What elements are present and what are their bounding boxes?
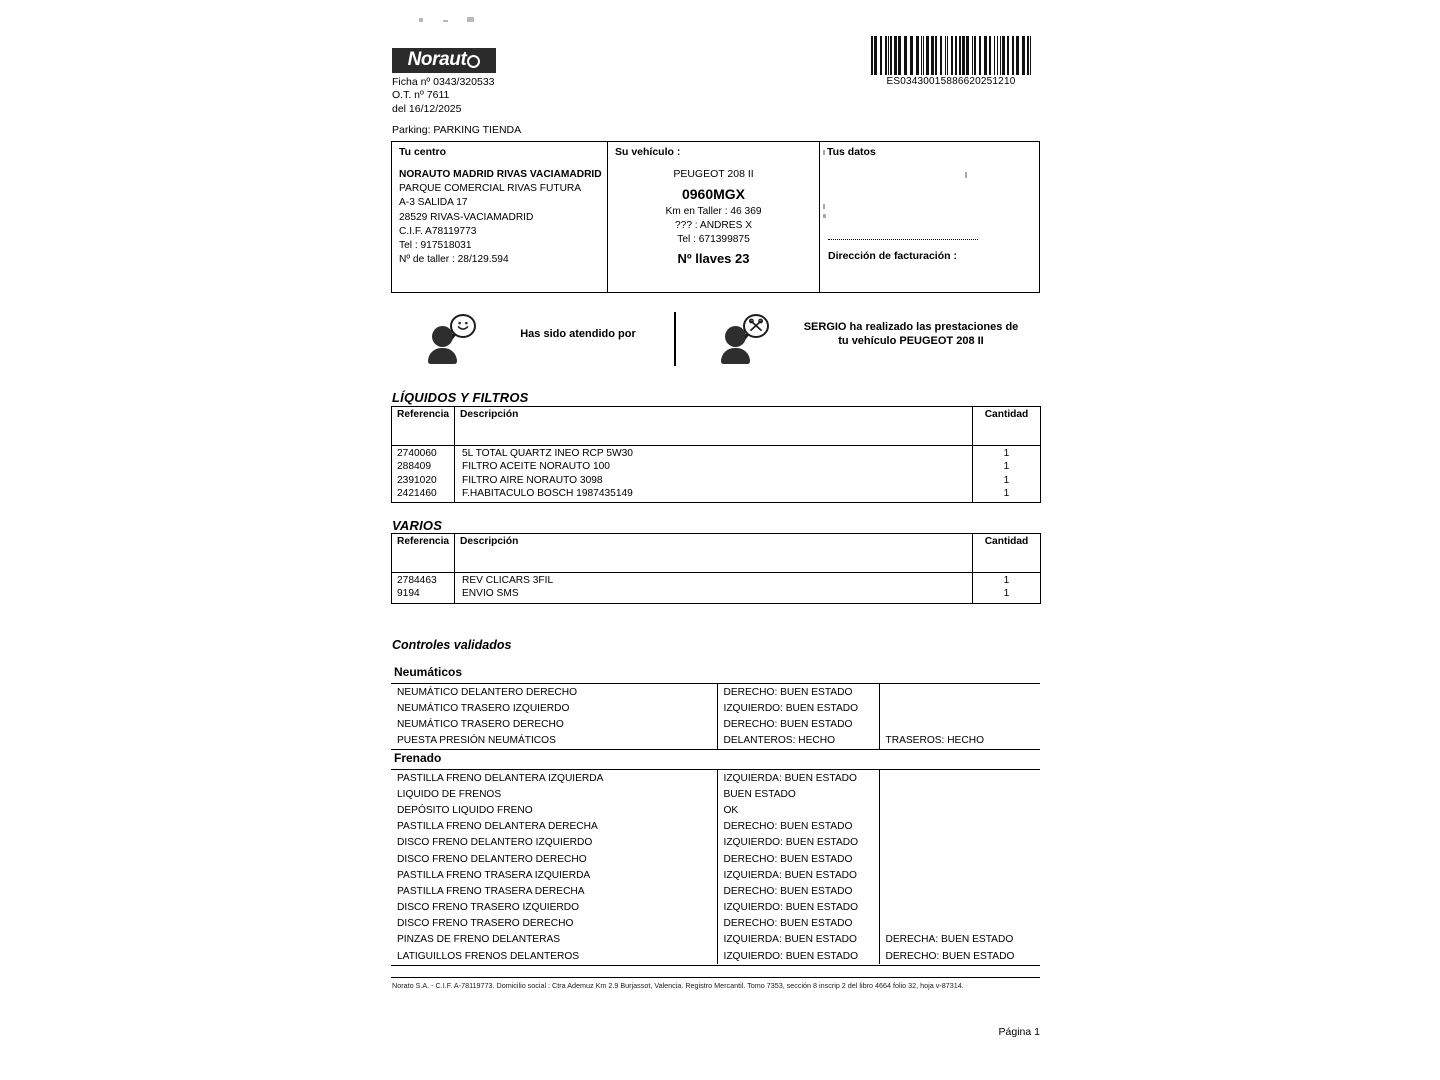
part-quantity: 1 <box>1003 575 1010 586</box>
vehicle-model: PEUGEOT 208 II <box>673 168 754 180</box>
part-quantity: 1 <box>1003 588 1010 600</box>
group-header-frenado: Frenado <box>394 751 442 765</box>
control-result-secondary <box>879 916 1040 932</box>
vehicle-owner: ??? : ANDRES X <box>674 220 752 231</box>
control-result-secondary: DERECHA: BUEN ESTADO <box>879 932 1040 948</box>
centro-tel: Tel : 917518031 <box>399 240 472 252</box>
part-description: F.HABITACULO BOSCH 1987435149 <box>462 487 633 499</box>
billing-address-label: Dirección de facturación : <box>828 250 957 262</box>
control-result-secondary: DERECHO: BUEN ESTADO <box>879 948 1040 964</box>
control-item-name: DISCO FRENO DELANTERO DERECHO <box>397 853 587 865</box>
footer-divider <box>391 977 1040 978</box>
control-row <box>391 835 1040 851</box>
control-result-secondary <box>879 716 1040 732</box>
service-band <box>391 308 1040 370</box>
centro-title: Tu centro <box>399 146 447 158</box>
norauto-logo <box>392 48 496 73</box>
control-row <box>391 948 1040 964</box>
control-result-secondary <box>879 802 1040 818</box>
control-result-primary: IZQUIERDO: BUEN ESTADO <box>717 948 879 964</box>
part-description: ENVIO SMS <box>462 588 519 600</box>
col-header-cantidad: Cantidad <box>973 534 1041 573</box>
footer-legal-text: Norato S.A. - C.I.F. A-78119773. Domicilio social : Ctra Ademuz Km 2.9 Burjassot, Valencia. Registro Mercantil. Tomo 7353, sección 8 inscrip 2 del libro 4664 folio 32, hoja v-87314. <box>392 981 964 990</box>
person-tools-icon <box>719 314 775 364</box>
info-column-centro <box>392 142 608 292</box>
control-result-primary: IZQUIERDA: BUEN ESTADO <box>717 867 879 883</box>
control-result-secondary <box>879 900 1040 916</box>
control-item-name: PUESTA PRESIÓN NEUMÁTICOS <box>397 735 556 747</box>
control-result-primary: DERECHO: BUEN ESTADO <box>717 883 879 899</box>
ficha-number: Ficha nº 0343/320533 <box>392 76 495 88</box>
centro-cif: C.I.F. A78119773 <box>399 225 477 237</box>
table-header-row <box>392 407 1041 446</box>
attended-by-text: Has sido atendido por <box>520 328 636 340</box>
control-item-name: DEPÓSITO LIQUIDO FRENO <box>397 804 533 816</box>
control-row <box>391 786 1040 802</box>
control-result-primary: DERECHO: BUEN ESTADO <box>717 716 879 732</box>
control-result-secondary <box>879 867 1040 883</box>
band-divider <box>674 312 676 366</box>
liquidos-section-title: LÍQUIDOS Y FILTROS <box>392 390 529 405</box>
rule-frenado-end <box>391 965 1040 966</box>
control-item-name: PASTILLA FRENO DELANTERA IZQUIERDA <box>397 772 604 784</box>
part-reference: 288409 <box>397 461 431 473</box>
vehicle-plate: 0960MGX <box>681 186 746 202</box>
part-quantity: 1 <box>1003 487 1010 499</box>
page-number: Página 1 <box>998 1026 1040 1038</box>
col-header-referencia: Referencia <box>392 534 455 573</box>
control-result-secondary: TRASEROS: HECHO <box>879 733 1040 749</box>
barcode-number: ES03430015886620251210 <box>886 76 1016 87</box>
control-result-primary: BUEN ESTADO <box>717 786 879 802</box>
control-row <box>391 819 1040 835</box>
centro-address-1: PARQUE COMERCIAL RIVAS FUTURA <box>399 183 582 195</box>
performed-text-line-1: SERGIO ha realizado las prestaciones de <box>803 321 1019 333</box>
col-header-cantidad: Cantidad <box>973 407 1041 446</box>
control-row <box>391 883 1040 899</box>
tus-datos-title: Tus datos <box>827 146 876 158</box>
part-quantity: 1 <box>1003 461 1010 473</box>
info-column-vehiculo <box>608 142 820 292</box>
control-item-name: DISCO FRENO DELANTERO IZQUIERDO <box>397 837 593 849</box>
col-header-descripcion: Descripción <box>455 534 973 573</box>
controles-section-title: Controles validados <box>392 638 512 652</box>
centro-name: NORAUTO MADRID RIVAS VACIAMADRID <box>399 169 602 180</box>
control-row <box>391 851 1040 867</box>
control-result-primary: DERECHO: BUEN ESTADO <box>717 916 879 932</box>
control-row <box>391 802 1040 818</box>
control-result-secondary <box>879 786 1040 802</box>
control-item-name: NEUMÁTICO TRASERO DERECHO <box>397 718 564 730</box>
controles-table-frenado <box>391 770 1040 964</box>
logo-o-mark <box>467 55 480 68</box>
control-result-primary: IZQUIERDO: BUEN ESTADO <box>717 835 879 851</box>
control-result-primary: DERECHO: BUEN ESTADO <box>717 851 879 867</box>
control-result-primary: DERECHO: BUEN ESTADO <box>717 819 879 835</box>
part-reference: 9194 <box>397 588 420 600</box>
table-body <box>392 573 1041 604</box>
control-item-name: PASTILLA FRENO TRASERA DERECHA <box>397 885 585 897</box>
control-result-primary: DERECHO: BUEN ESTADO <box>717 684 879 700</box>
parking-label: Parking: PARKING TIENDA <box>392 124 522 136</box>
control-row <box>391 932 1040 948</box>
control-item-name: PASTILLA FRENO DELANTERA DERECHA <box>397 821 598 833</box>
control-row <box>391 770 1040 786</box>
control-row <box>391 716 1040 732</box>
control-result-secondary <box>879 684 1040 700</box>
vehicle-keys-count: Nº llaves 23 <box>677 251 750 266</box>
control-row <box>391 867 1040 883</box>
control-result-primary: IZQUIERDO: BUEN ESTADO <box>717 900 879 916</box>
control-item-name: LATIGUILLOS FRENOS DELANTEROS <box>397 950 580 962</box>
col-header-referencia: Referencia <box>392 407 455 446</box>
control-row <box>391 700 1040 716</box>
control-item-name: LIQUIDO DE FRENOS <box>397 788 502 800</box>
control-result-secondary <box>879 700 1040 716</box>
vehiculo-title: Su vehículo : <box>615 146 681 158</box>
barcode <box>869 36 1033 87</box>
person-smiley-icon <box>426 314 482 364</box>
table-header-row <box>392 534 1041 573</box>
part-quantity: 1 <box>1003 448 1010 459</box>
control-result-secondary <box>879 770 1040 786</box>
col-header-descripcion: Descripción <box>455 407 973 446</box>
varios-table <box>391 533 1041 604</box>
centro-details <box>399 168 602 267</box>
control-row <box>391 684 1040 700</box>
control-result-secondary <box>879 835 1040 851</box>
control-item-name: DISCO FRENO TRASERO DERECHO <box>397 918 574 930</box>
scan-artifact-marks <box>405 14 525 28</box>
control-result-primary: IZQUIERDA: BUEN ESTADO <box>717 932 879 948</box>
table-body <box>392 446 1041 503</box>
centro-taller-number: Nº de taller : 28/129.594 <box>399 254 509 266</box>
control-result-secondary <box>879 883 1040 899</box>
control-item-name: PASTILLA FRENO TRASERA IZQUIERDA <box>397 869 591 881</box>
part-description: FILTRO AIRE NORAUTO 3098 <box>462 474 603 486</box>
control-row <box>391 733 1040 749</box>
control-item-name: DISCO FRENO TRASERO IZQUIERDO <box>397 902 580 914</box>
billing-divider <box>828 239 978 240</box>
part-reference: 2391020 <box>397 474 437 486</box>
logo-wordmark: Noraut <box>407 49 467 70</box>
info-column-tus-datos <box>820 142 1039 292</box>
document-date: del 16/12/2025 <box>392 102 462 115</box>
part-reference: 2784463 <box>397 575 437 586</box>
varios-section-title: VARIOS <box>392 518 443 533</box>
group-header-neumaticos: Neumáticos <box>394 665 463 679</box>
control-result-primary: IZQUIERDA: BUEN ESTADO <box>717 770 879 786</box>
vehicle-km: Km en Taller : 46 369 <box>665 206 762 217</box>
performed-by-text <box>783 320 1039 348</box>
control-result-secondary <box>879 851 1040 867</box>
part-reference: 2421460 <box>397 487 437 499</box>
liquidos-table <box>391 406 1041 503</box>
control-item-name: NEUMÁTICO DELANTERO DERECHO <box>397 686 577 698</box>
centro-address-3: 28529 RIVAS-VACIAMADRID <box>399 211 534 223</box>
control-item-name: PINZAS DE FRENO DELANTERAS <box>397 934 561 946</box>
control-row <box>391 916 1040 932</box>
controles-table-neumaticos <box>391 684 1040 749</box>
rule-frenado-top <box>391 749 1040 750</box>
control-row <box>391 900 1040 916</box>
part-description: 5L TOTAL QUARTZ INEO RCP 5W30 <box>462 448 633 459</box>
control-item-name: NEUMÁTICO TRASERO IZQUIERDO <box>397 702 570 714</box>
part-reference: 2740060 <box>397 448 437 459</box>
part-description: FILTRO ACEITE NORAUTO 100 <box>462 461 610 473</box>
document-header-refs <box>392 76 495 116</box>
barcode-icon <box>869 36 1033 75</box>
part-quantity: 1 <box>1003 474 1010 486</box>
control-result-primary: IZQUIERDO: BUEN ESTADO <box>717 700 879 716</box>
part-description: REV CLICARS 3FIL <box>462 575 554 586</box>
ot-number: O.T. nº 7611 <box>392 89 450 102</box>
performed-text-line-2: tu vehículo PEUGEOT 208 II <box>838 335 984 347</box>
control-result-primary: OK <box>717 802 879 818</box>
info-table <box>391 141 1040 293</box>
control-result-secondary <box>879 819 1040 835</box>
control-result-primary: DELANTEROS: HECHO <box>717 733 879 749</box>
vehicle-owner-tel: Tel : 671399875 <box>677 234 750 245</box>
vehiculo-details <box>608 167 819 266</box>
centro-address-2: A-3 SALIDA 17 <box>399 197 468 209</box>
